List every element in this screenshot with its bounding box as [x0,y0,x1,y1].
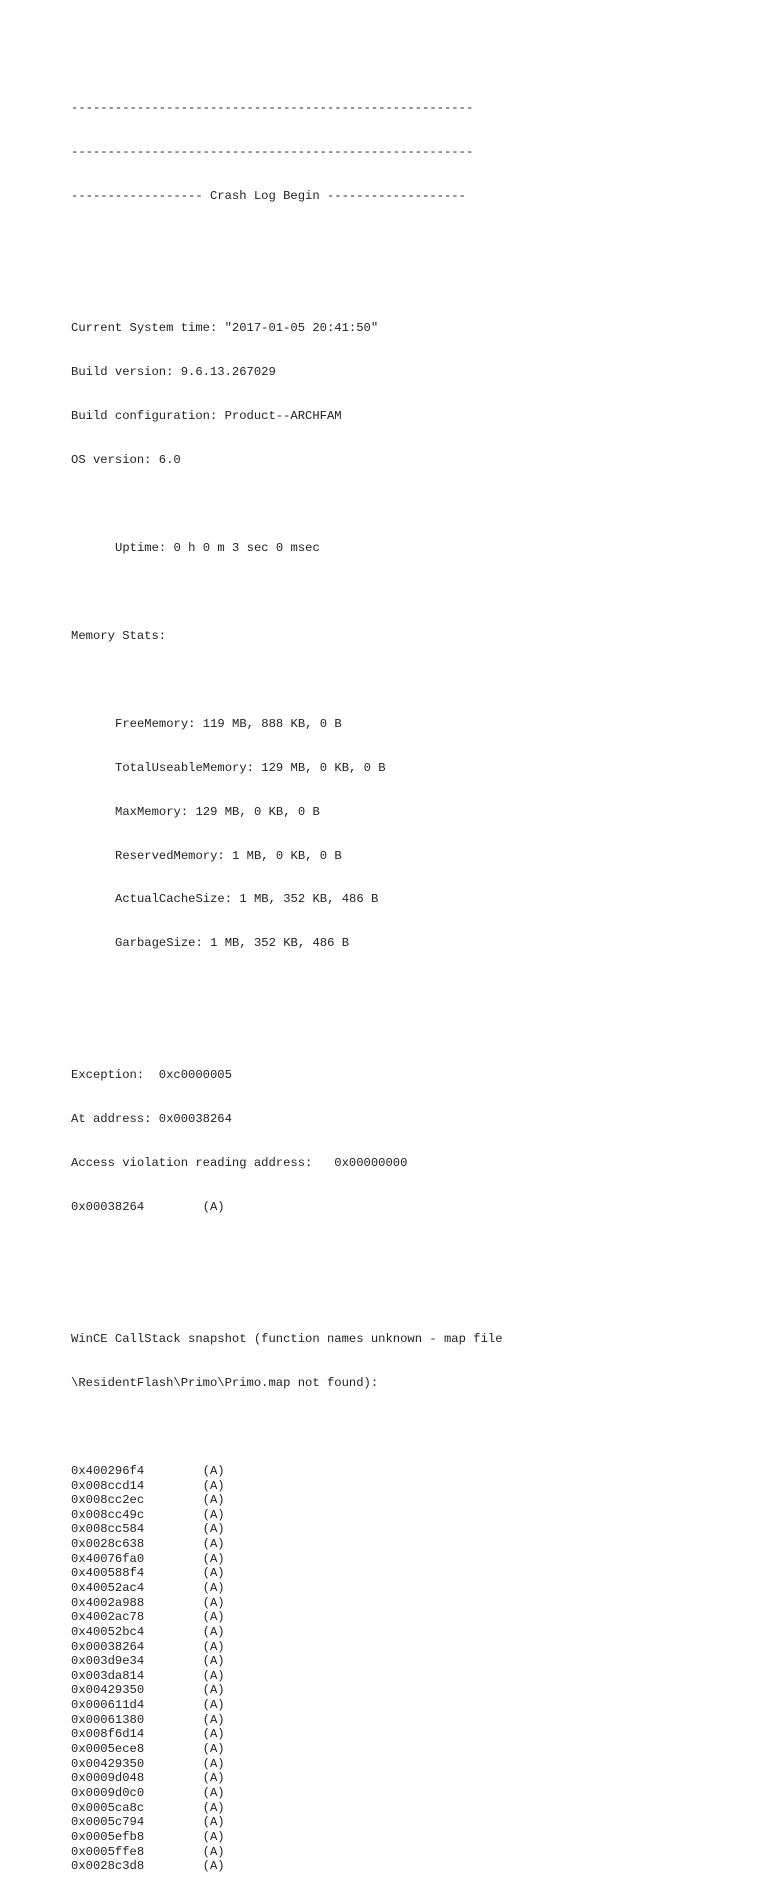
blank-line [71,673,503,688]
callstack-frame: 0x400296f4 (A) [71,1463,225,1478]
blank-line [71,1024,503,1039]
callstack-title-line-2: \ResidentFlash\Primo\Primo.map not found): [71,1375,379,1390]
callstack-frame: 0x00061380 (A) [71,1712,225,1727]
uptime-line: Uptime: 0 h 0 m 3 sec 0 msec [115,540,320,555]
blank-line [71,1288,503,1303]
crash-log-header: ------------------ Crash Log Begin ------------------- [71,189,466,204]
crash-log-text [71,72,503,1903]
callstack-frame: 0x00429350 (A) [71,1756,225,1771]
blank-line [71,1420,503,1435]
callstack-frame: 0x0005efb8 (A) [71,1829,225,1844]
callstack-list [71,1464,503,1874]
access-violation-line: Access violation reading address: 0x00000000 [71,1156,408,1171]
callstack-frame: 0x0005ece8 (A) [71,1742,225,1757]
system-time-line: Current System time: "2017-01-05 20:41:50" [71,321,379,336]
callstack-frame: 0x0005c794 (A) [71,1815,225,1830]
build-version-line: Build version: 9.6.13.267029 [71,365,276,380]
callstack-frame: 0x0009d048 (A) [71,1771,225,1786]
blank-line [71,585,503,600]
callstack-frame: 0x00038264 (A) [71,1639,225,1654]
memory-stat-line: GarbageSize: 1 MB, 352 KB, 486 B [115,936,350,951]
callstack-frame: 0x0009d0c0 (A) [71,1785,225,1800]
callstack-frame: 0x4002ac78 (A) [71,1610,225,1625]
os-version-line: OS version: 6.0 [71,452,181,467]
at-address-line: At address: 0x00038264 [71,1112,232,1127]
separator-line-2: ------------------------------------------------------- [71,145,474,160]
blank-line [71,497,503,512]
callstack-frame: 0x0028c3d8 (A) [71,1859,225,1874]
callstack-frame: 0x008f6d14 (A) [71,1727,225,1742]
memory-stat-line: FreeMemory: 119 MB, 888 KB, 0 B [115,716,342,731]
blank-line [71,277,503,292]
callstack-frame: 0x0005ca8c (A) [71,1800,225,1815]
callstack-frame: 0x008ccd14 (A) [71,1478,225,1493]
build-configuration-line: Build configuration: Product--ARCHFAM [71,408,342,423]
memory-stat-line: TotalUseableMemory: 129 MB, 0 KB, 0 B [115,760,386,775]
callstack-frame: 0x003d9e34 (A) [71,1654,225,1669]
callstack-frame: 0x000611d4 (A) [71,1698,225,1713]
memory-stats-title: Memory Stats: [71,628,167,643]
separator-line-1: ------------------------------------------------------- [71,101,474,116]
memory-stat-line: ActualCacheSize: 1 MB, 352 KB, 486 B [115,892,379,907]
blank-line [71,1244,503,1259]
callstack-frame: 0x40076fa0 (A) [71,1551,225,1566]
callstack-frame: 0x00429350 (A) [71,1683,225,1698]
blank-line [71,980,503,995]
callstack-frame: 0x008cc2ec (A) [71,1493,225,1508]
callstack-frame: 0x40052bc4 (A) [71,1624,225,1639]
callstack-frame: 0x008cc49c (A) [71,1507,225,1522]
callstack-frame: 0x0028c638 (A) [71,1537,225,1552]
callstack-frame: 0x40052ac4 (A) [71,1580,225,1595]
fault-frame-line: 0x00038264 (A) [71,1200,225,1215]
callstack-title-line-1: WinCE CallStack snapshot (function names unknown - map file [71,1332,503,1346]
memory-stat-line: ReservedMemory: 1 MB, 0 KB, 0 B [115,848,342,863]
memory-stat-line: MaxMemory: 129 MB, 0 KB, 0 B [115,804,320,819]
callstack-frame: 0x4002a988 (A) [71,1595,225,1610]
callstack-frame: 0x400588f4 (A) [71,1566,225,1581]
callstack-frame: 0x003da814 (A) [71,1668,225,1683]
exception-line: Exception: 0xc0000005 [71,1068,232,1083]
callstack-frame: 0x008cc584 (A) [71,1522,225,1537]
callstack-frame: 0x0005ffe8 (A) [71,1844,225,1859]
blank-line [71,233,503,248]
